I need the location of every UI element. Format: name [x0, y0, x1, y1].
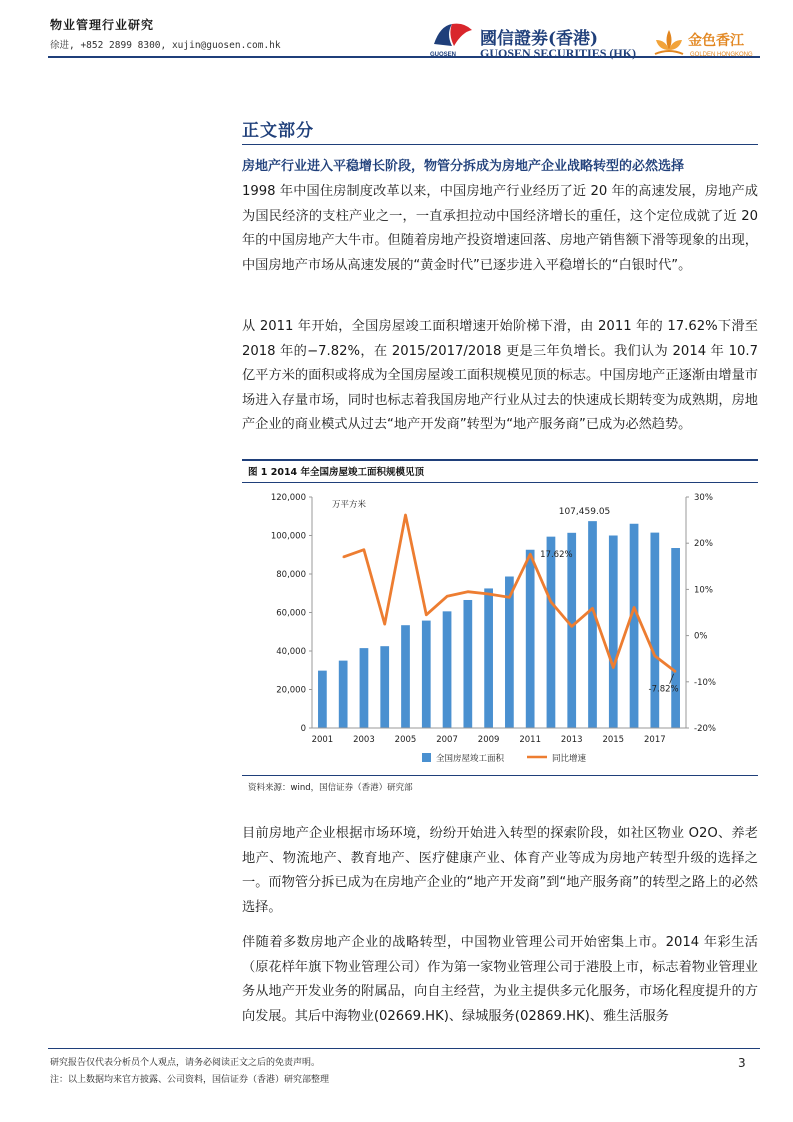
legend-bar-label: 全国房屋竣工面积: [436, 754, 505, 764]
figure-source: 资料来源：wind，国信证券（香港）研究部: [248, 783, 413, 793]
chart-axes: [271, 493, 716, 745]
completed-area-chart: [242, 483, 758, 775]
y-left-tick-label: 20,000: [276, 685, 306, 696]
x-tick-label: 2009: [477, 735, 500, 745]
body-paragraph: 从 2011 年开始，全国房屋竣工面积增速开始阶梯下滑，由 2011 年的 17.62%下滑至 2018 年的−7.82%，在 2015/2017/2018 更是三年负增长。我们认为 2014 年 10.7 亿平方米的面积或将成为全国房屋竣工面积规模见顶的标志。中国房地产正逐渐由增量市场进入存量市场，同时也标志着我国房地产行业从过去的快速成长期转变为成熟期，房地产企业的商业模式从过去“地产开发商”转型为“地产服务商”已成为必然趋势。: [242, 319, 758, 432]
legend-bar-swatch: [422, 753, 431, 762]
y-left-tick-label: 40,000: [276, 647, 306, 657]
y-right-tick-label: 20%: [694, 539, 713, 550]
golden-hongkong-logo-cn: 金色香江: [688, 33, 744, 49]
bar-2014: [588, 521, 597, 728]
analyst-contact: 徐进, +852 2899 8300, xujin@guosen.com.hk: [50, 40, 281, 51]
bar-2002: [339, 661, 348, 728]
y-left-tick-label: 100,000: [270, 531, 306, 542]
figure-title: 图 1 2014 年全国房屋竣工面积规模见顶: [248, 467, 424, 478]
footer-divider: [48, 1048, 760, 1049]
yoy-point-2004: [384, 623, 386, 625]
yoy-point-2014: [592, 608, 594, 610]
bar-2009: [484, 588, 493, 728]
y-right-tick-label: -10%: [694, 677, 716, 688]
bar-2005: [401, 625, 410, 728]
golden-hongkong-logo-en: GOLDEN HONGKONG: [690, 52, 753, 58]
yoy-point-2015: [612, 667, 614, 669]
bar-2012: [547, 537, 556, 728]
x-tick-label: 2003: [353, 735, 375, 745]
golden-hongkong-logo: [650, 24, 762, 64]
bar-2018: [671, 548, 680, 728]
guosen-logo-sub: GUOSEN: [430, 52, 457, 58]
x-tick-label: 2007: [436, 735, 458, 745]
y-left-tick-label: 80,000: [276, 570, 306, 580]
bar-2017: [650, 533, 659, 728]
bar-2013: [567, 533, 576, 728]
x-tick-label: 2017: [644, 735, 666, 745]
legend-line-label: 同比增速: [552, 754, 587, 764]
guosen-logo-cn: 國信證劵(香港): [480, 29, 599, 49]
y-right-tick-label: 0%: [694, 631, 708, 642]
bar-2015: [609, 536, 618, 729]
yoy-point-2008: [467, 591, 469, 593]
guosen-logo-en: GUOSEN SECURITIES (HK): [480, 46, 637, 60]
yoy-point-2017: [654, 655, 656, 657]
bar-2007: [443, 611, 452, 728]
bar-series: [318, 521, 680, 728]
peak-value-label: 107,459.05: [558, 507, 611, 518]
x-tick-label: 2005: [394, 735, 417, 745]
yoy-point-2012: [550, 601, 552, 603]
min-growth-label: -7.82%: [648, 684, 679, 695]
chart-legend: [422, 753, 587, 764]
bar-2016: [630, 524, 639, 728]
guosen-emblem-icon: [432, 20, 474, 50]
body-paragraph: 目前房地产企业根据市场环境，纷纷开始进入转型的探索阶段，如社区物业 O2O、养老地产、物流地产、教育地产、医疗健康产业、体育产业等成为房地产转型升级的选择之一。而物管分拆已成为在房地产企业的“地产开发商”到“地产服务商”的转型之路上的必然选择。: [242, 826, 758, 915]
yoy-point-2010: [509, 596, 511, 598]
yoy-point-2002: [342, 556, 344, 558]
report-category-title: 物业管理行业研究: [50, 18, 155, 32]
footer-disclaimer: 研究报告仅代表分析员个人观点，请务必阅读正文之后的免责声明。: [50, 1058, 321, 1068]
golden-hongkong-emblem-icon: [652, 26, 686, 60]
body-paragraph: 1998 年中国住房制度改革以来，中国房地产行业经历了近 20 年的高速发展，房地产成为国民经济的支柱产业之一，一直承担拉动中国经济增长的重任，这个定位成就了近 20 年的中国房地产大牛市。但随着房地产投资增速回落、房地产销售额下滑等现象的出现，中国房地产市场从高速发展的“黄金时代”已逐步进入平稳增长的“白银时代”。: [242, 184, 758, 273]
y-left-tick-label: 120,000: [270, 493, 306, 503]
yoy-point-2016: [633, 607, 635, 609]
max-growth-label: 17.62%: [540, 550, 573, 561]
bar-2006: [422, 621, 431, 728]
guosen-logo: [430, 20, 670, 64]
body-paragraph: 伴随着多数房地产企业的战略转型，中国物业管理公司开始密集上市。2014 年彩生活（原花样年旗下物业管理公司）作为第一家物业管理公司于港股上市，标志着物业管理业务从地产开发业务的附属品，向自主经营，为业主提供多元化服务，市场化程度提升的方向发展。其后中海物业(02669.HK)、绿城服务(02869.HK)、雅生活服务: [242, 935, 758, 1024]
bar-2004: [380, 646, 389, 728]
footer-note: 注：以上数据均来官方披露、公司资料，国信证券（香港）研究部整理: [50, 1075, 330, 1085]
x-tick-label: 2011: [519, 735, 541, 745]
unit-label: 万平方米: [332, 500, 367, 510]
x-tick-label: 2013: [560, 735, 583, 745]
bar-2001: [318, 671, 327, 728]
yoy-point-2011: [529, 553, 531, 555]
bar-2011: [526, 550, 535, 728]
figure-top-rule: [242, 459, 758, 461]
yoy-point-2018: [675, 671, 677, 673]
yoy-point-2013: [571, 626, 573, 628]
yoy-point-2003: [363, 549, 365, 551]
section-subheading: 房地产行业进入平稳增长阶段，物管分拆成为房地产企业战略转型的必然选择: [242, 159, 685, 174]
yoy-point-2009: [488, 593, 490, 595]
x-tick-label: 2015: [602, 735, 625, 745]
yoy-point-2006: [425, 614, 427, 616]
y-right-tick-label: -20%: [694, 724, 716, 734]
bar-2008: [463, 600, 472, 728]
bar-2010: [505, 577, 514, 728]
x-tick-label: 2001: [311, 735, 334, 745]
y-right-tick-label: 30%: [694, 493, 713, 503]
yoy-point-2007: [446, 596, 448, 598]
y-left-tick-label: 60,000: [276, 608, 306, 619]
y-right-tick-label: 10%: [694, 585, 713, 596]
yoy-point-2005: [405, 514, 407, 516]
page-number: 3: [738, 1056, 746, 1070]
bar-2003: [360, 648, 369, 728]
section-divider: [242, 144, 758, 145]
y-left-tick-label: 0: [300, 724, 306, 734]
section-title: 正文部分: [242, 121, 314, 141]
figure-bottom-rule: [242, 775, 758, 776]
